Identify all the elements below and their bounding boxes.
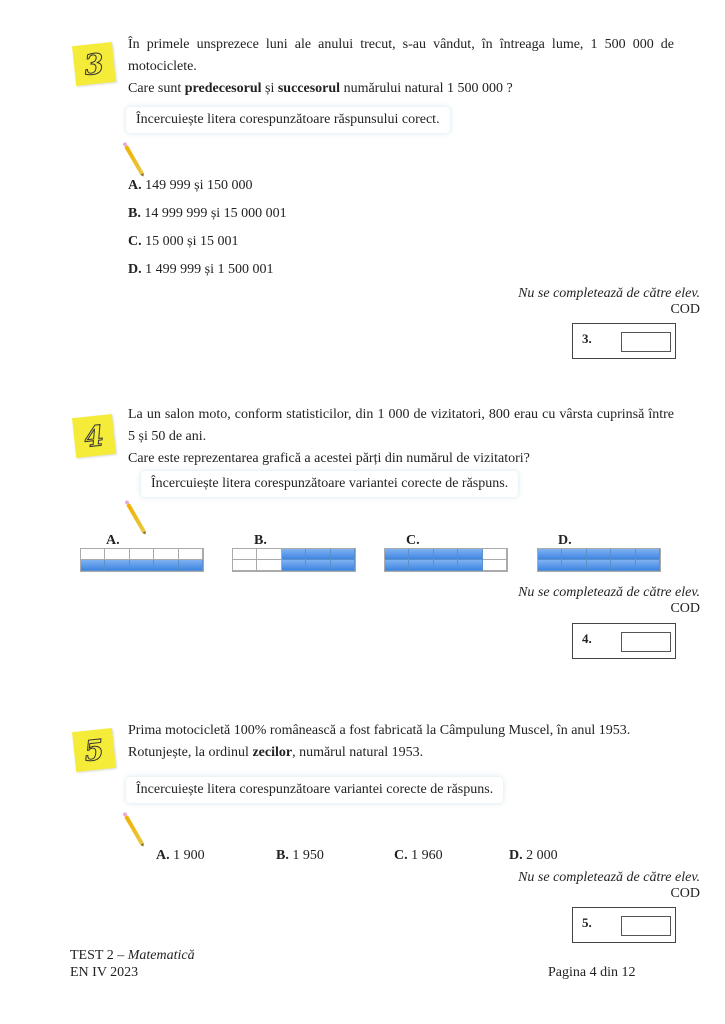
question-number: 5 [82,732,106,768]
grader-note: Nu se completează de către elev. [518,870,700,885]
option-d[interactable]: D. 2 000 [509,848,558,863]
option-b[interactable]: B. 1 950 [276,848,324,863]
bar-option-b[interactable] [232,548,356,572]
bar-option-d[interactable] [537,548,661,572]
cod-label: COD [670,601,700,616]
cod-label: COD [670,886,700,901]
option-c[interactable]: C. 15 000 și 15 001 [128,234,239,249]
option-b-label[interactable]: B. [254,533,267,548]
code-input[interactable] [621,632,671,652]
grader-note: Nu se completează de către elev. [518,585,700,600]
question-3-badge [72,42,116,86]
footer-test-label: TEST 2 – Matematică [70,948,195,963]
code-input[interactable] [621,332,671,352]
pencil-icon [126,503,145,533]
grader-note: Nu se completează de către elev. [518,286,700,301]
page-number: Pagina 4 din 12 [548,965,636,980]
bar-option-c[interactable] [384,548,508,572]
option-c-label[interactable]: C. [406,533,420,548]
code-box-4: 4. [572,623,676,659]
option-d-label[interactable]: D. [558,533,572,548]
cod-label: COD [670,302,700,317]
question-number: 4 [82,418,106,454]
question-number: 3 [82,46,106,82]
option-a[interactable]: A. 1 900 [156,848,205,863]
question-3-text: În primele unsprezece luni ale anului trecut, s-au vândut, în întreaga lume, 1 500 000 de motociclete. Care sunt predecesorul și succesorul numărului natural 1 500 000 ? [128,37,674,96]
code-input[interactable] [621,916,671,936]
instruction-box: Încercuiește litera corespunzătoare răspunsului corect. [126,107,450,133]
pencil-icon [124,145,143,175]
bar-option-a[interactable] [80,548,204,572]
option-a-label[interactable]: A. [106,533,120,548]
code-box-3: 3. [572,323,676,359]
instruction-box: Încercuiește litera corespunzătoare variantei corecte de răspuns. [141,471,518,497]
code-box-5: 5. [572,907,676,943]
question-5-badge [72,728,116,772]
question-5-text: Prima motocicletă 100% românească a fost fabricată la Câmpulung Muscel, în anul 1953. Rotunjește, la ordinul zecilor, numărul natural 1953. [128,723,631,760]
footer-exam: EN IV 2023 [70,965,139,980]
instruction-box: Încercuiește litera corespunzătoare variantei corecte de răspuns. [126,777,503,803]
question-4-text: La un salon moto, conform statisticilor, din 1 000 de vizitatori, 800 erau cu vârsta cuprinsă între 5 și 50 de ani. Care este reprezentarea grafică a acestei părți din numărul de vizitatori? [128,407,674,466]
option-a[interactable]: A. 149 999 și 150 000 [128,178,253,193]
option-d[interactable]: D. 1 499 999 și 1 500 001 [128,262,274,277]
pencil-icon [124,815,143,845]
option-c[interactable]: C. 1 960 [394,848,443,863]
option-b[interactable]: B. 14 999 999 și 15 000 001 [128,206,287,221]
question-4-badge [72,414,116,458]
